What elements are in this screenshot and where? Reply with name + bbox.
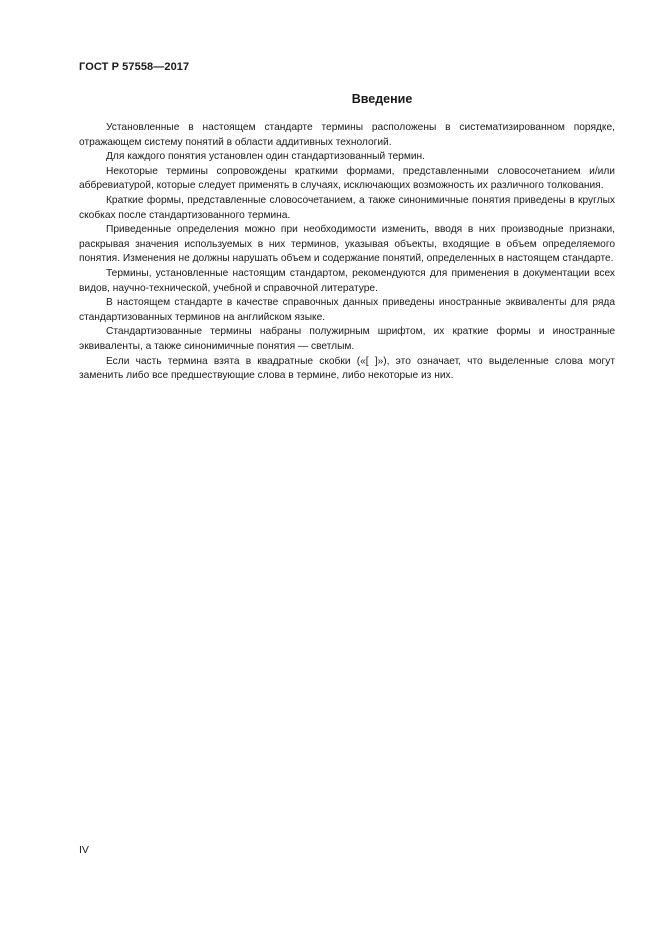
page-number: IV [79,844,89,856]
paragraph-9: Если часть термина взята в квадратные скобки («[ ]»), это означает, что выделенные слова могут заменить либо все предшествующие слова в термине, либо некоторые из них. [79,355,615,382]
paragraph-1: Установленные в настоящем стандарте термины расположены в систематизированном порядке, отражающем систему понятий в области аддитивных технологий. [79,122,615,148]
paragraph-2: Для каждого понятия установлен один стандартизованный термин. [106,151,425,163]
paragraph-7: В настоящем стандарте в качестве справочных данных приведены иностранные эквиваленты для ряда стандартизованных терминов на английском языке. [79,297,615,323]
paragraph-8: Стандартизованные термины набраны полужирным шрифтом, их краткие формы и иностранные эквиваленты, а также синонимичные понятия — светлым. [79,326,615,352]
paragraph-3: Некоторые термины сопровождены краткими формами, представленными словосочетанием и/или аббревиатурой, которые следует применять в случаях, исключающих возможность их различного толкования. [79,165,615,192]
paragraph-4: Краткие формы, представленные словосочетанием, а также синонимичные понятия приведены в круглых скобках после стандартизованного термина. [79,194,615,221]
paragraph-6: Термины, установленные настоящим стандартом, рекомендуются для применения в документации всех видов, научно-технической, учебной и справочной литературе. [79,267,615,294]
section-title: Введение [351,92,413,106]
introduction-body [79,121,615,384]
paragraph-5: Приведенные определения можно при необходимости изменить, вводя в них производные признаки, раскрывая значения используемых в них терминов, указывая объекты, входящие в объем определяемого понятия. Изменения не должны нарушать объем и содержание понятий, определенных в настоящем стандарте. [79,224,615,265]
document-code-header: ГОСТ Р 57558—2017 [79,61,190,73]
